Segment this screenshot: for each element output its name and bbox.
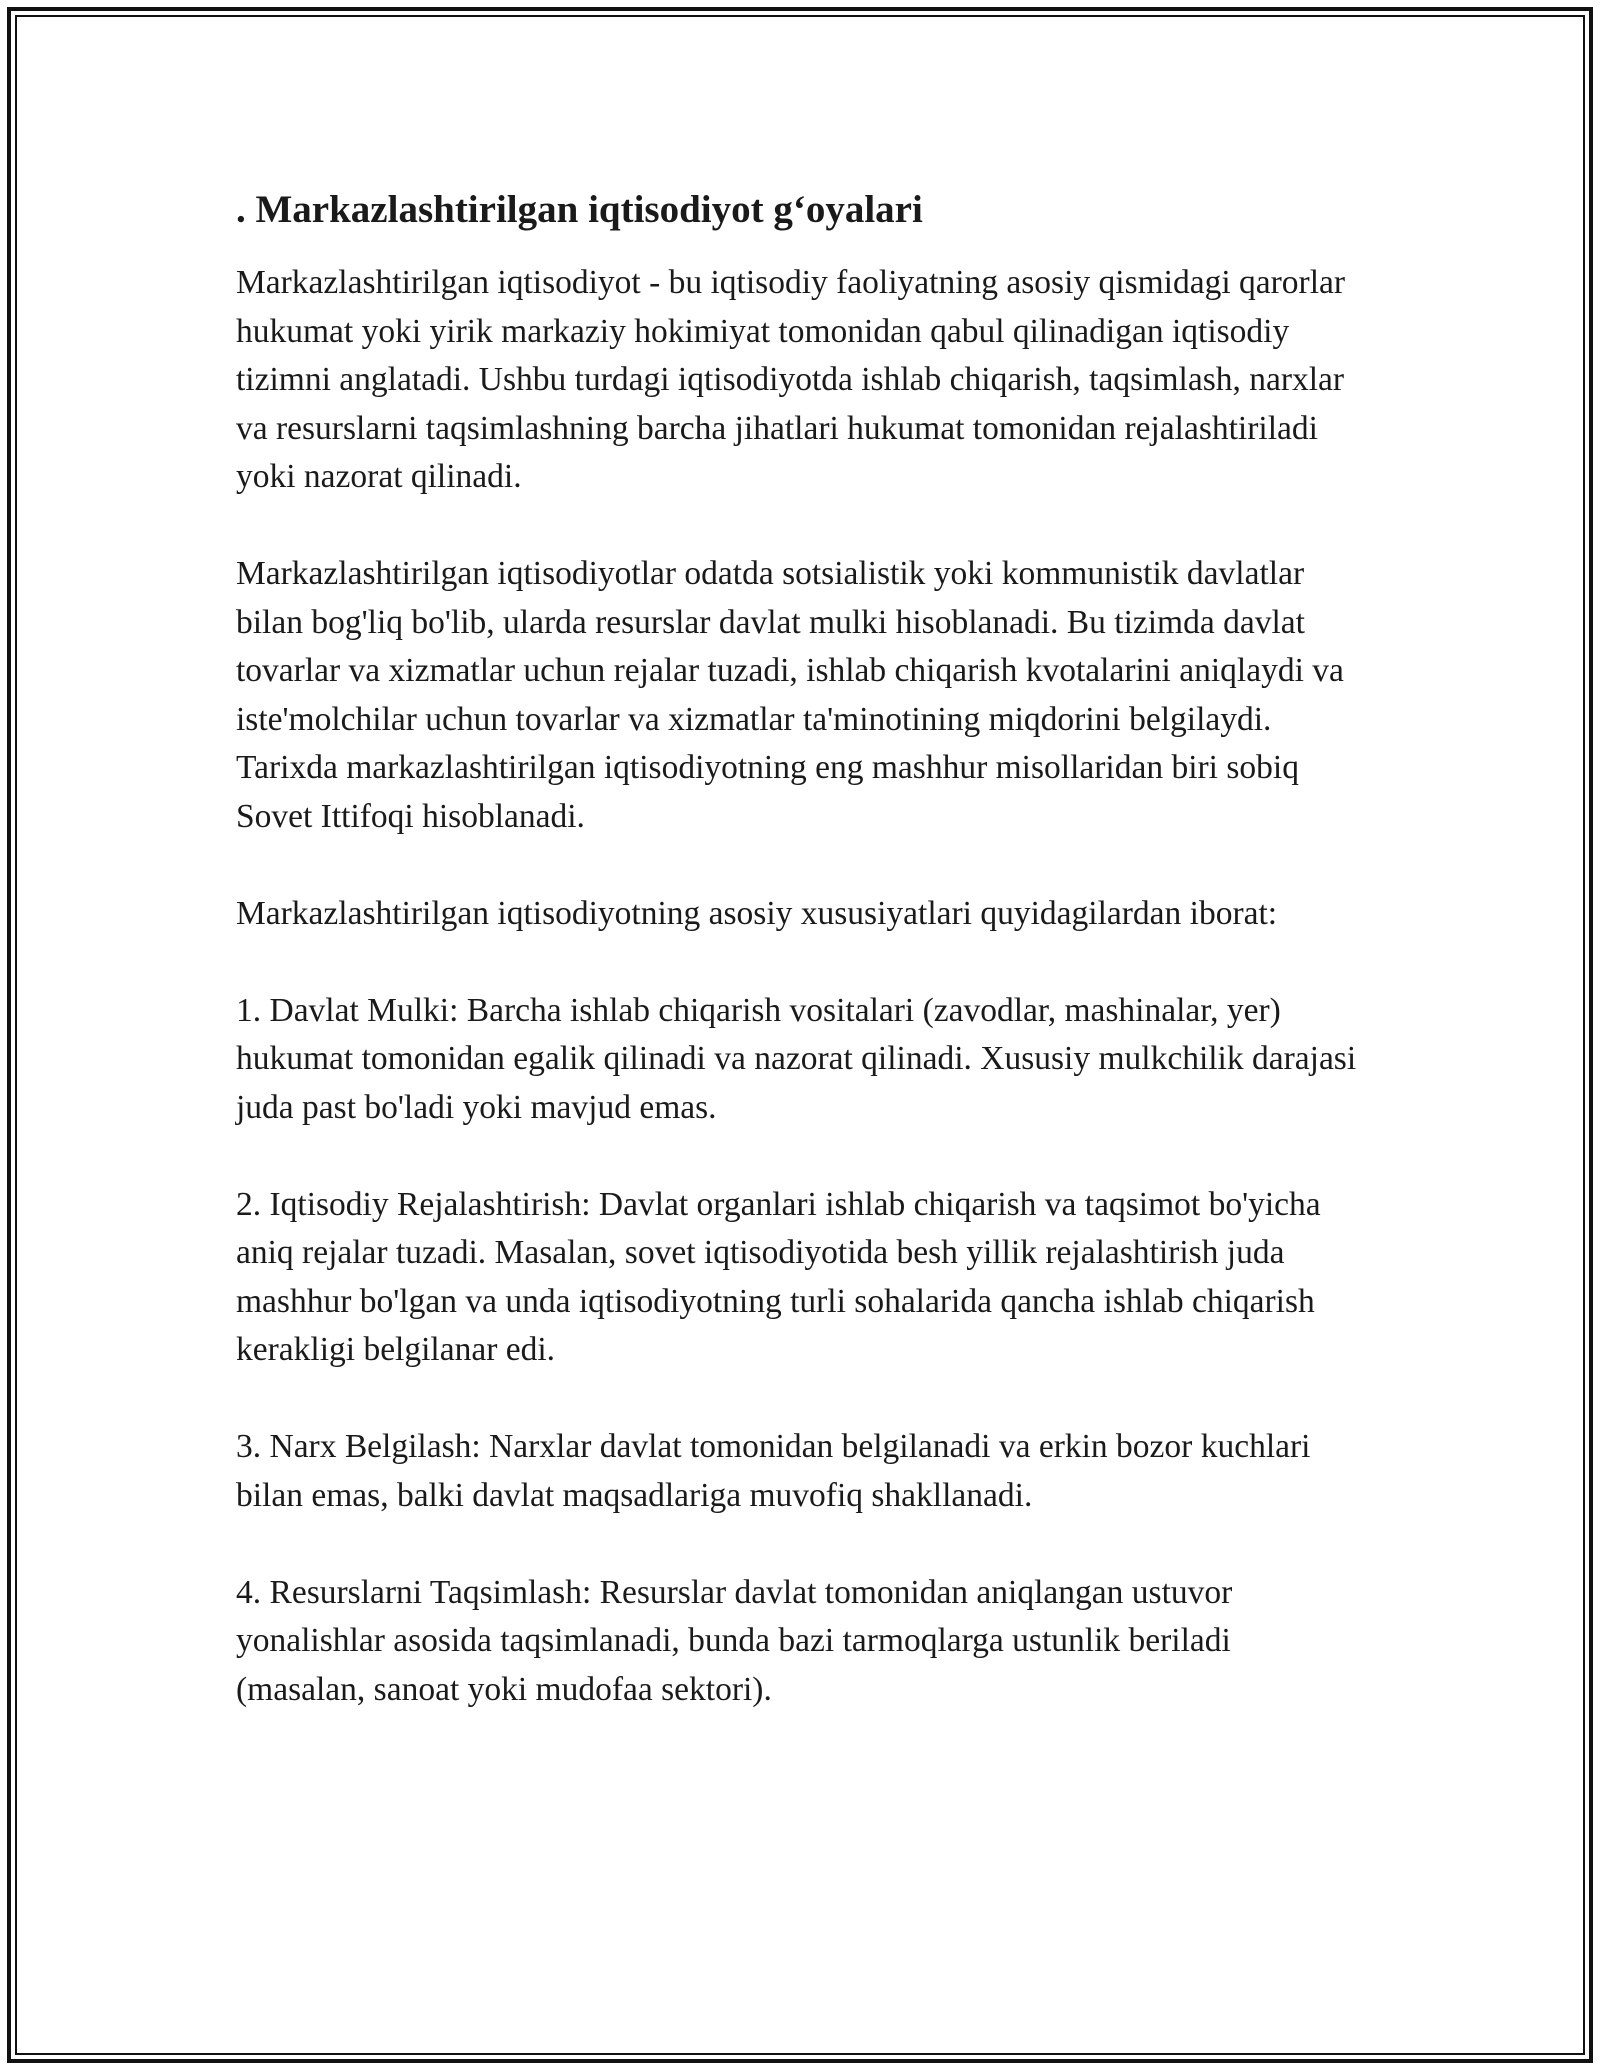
- list-item-price-setting: 3. Narx Belgilash: Narxlar davlat tomonidan belgilanadi va erkin bozor kuchlari bilan emas, balki davlat maqsadlariga muvofiq shakllanadi.: [236, 1428, 1311, 1514]
- document-body: [236, 186, 1366, 1763]
- list-item-resource-allocation: 4. Resurslarni Taqsimlash: Resurslar davlat tomonidan aniqlangan ustuvor yonalishlar asosida taqsimlanadi, bunda bazi tarmoqlarga ustunlik beriladi (masalan, sanoat yoki mudofaa sektori).: [236, 1573, 1233, 1708]
- paragraph-features-intro: Markazlashtirilgan iqtisodiyotning asosiy xususiyatlari quyidagilardan iborat:: [236, 894, 1278, 932]
- list-item-state-ownership: 1. Davlat Mulki: Barcha ishlab chiqarish vositalari (zavodlar, mashinalar, yer) hukumat tomonidan egalik qilinadi va nazorat qilinadi. Xususiy mulkchilik darajasi juda past bo'ladi yoki mavjud emas.: [236, 991, 1357, 1126]
- section-heading: . Markazlashtirilgan iqtisodiyot g‘oyalari: [236, 188, 923, 231]
- paragraph-definition: Markazlashtirilgan iqtisodiyot - bu iqtisodiy faoliyatning asosiy qismidagi qarorlar hukumat yoki yirik markaziy hokimiyat tomonidan qabul qilinadigan iqtisodiy tizimni anglatadi. Ushbu turdagi iqtisodiyotda ishlab chiqarish, taqsimlash, narxlar va resurslarni taqsimlashning barcha jihatlari hukumat tomonidan rejalashtiriladi yoki nazorat qilinadi.: [236, 264, 1346, 495]
- paragraph-history: Markazlashtirilgan iqtisodiyotlar odatda sotsialistik yoki kommunistik davlatlar bilan bog'liq bo'lib, ularda resurslar davlat mulki hisoblanadi. Bu tizimda davlat tovarlar va xizmatlar uchun rejalar tuzadi, ishlab chiqarish kvotalarini aniqlaydi va iste'molchilar uchun tovarlar va xizmatlar ta'minotining miqdorini belgilaydi. Tarixda markazlashtirilgan iqtisodiyotning eng mashhur misollaridan biri sobiq Sovet Ittifoqi hisoblanadi.: [236, 555, 1344, 835]
- list-item-economic-planning: 2. Iqtisodiy Rejalashtirish: Davlat organlari ishlab chiqarish va taqsimot bo'yicha aniq rejalar tuzadi. Masalan, sovet iqtisodiyotida besh yillik rejalashtirish juda mashhur bo'lgan va unda iqtisodiyotning turli sohalarida qancha ishlab chiqarish kerakligi belgilanar edi.: [236, 1185, 1321, 1368]
